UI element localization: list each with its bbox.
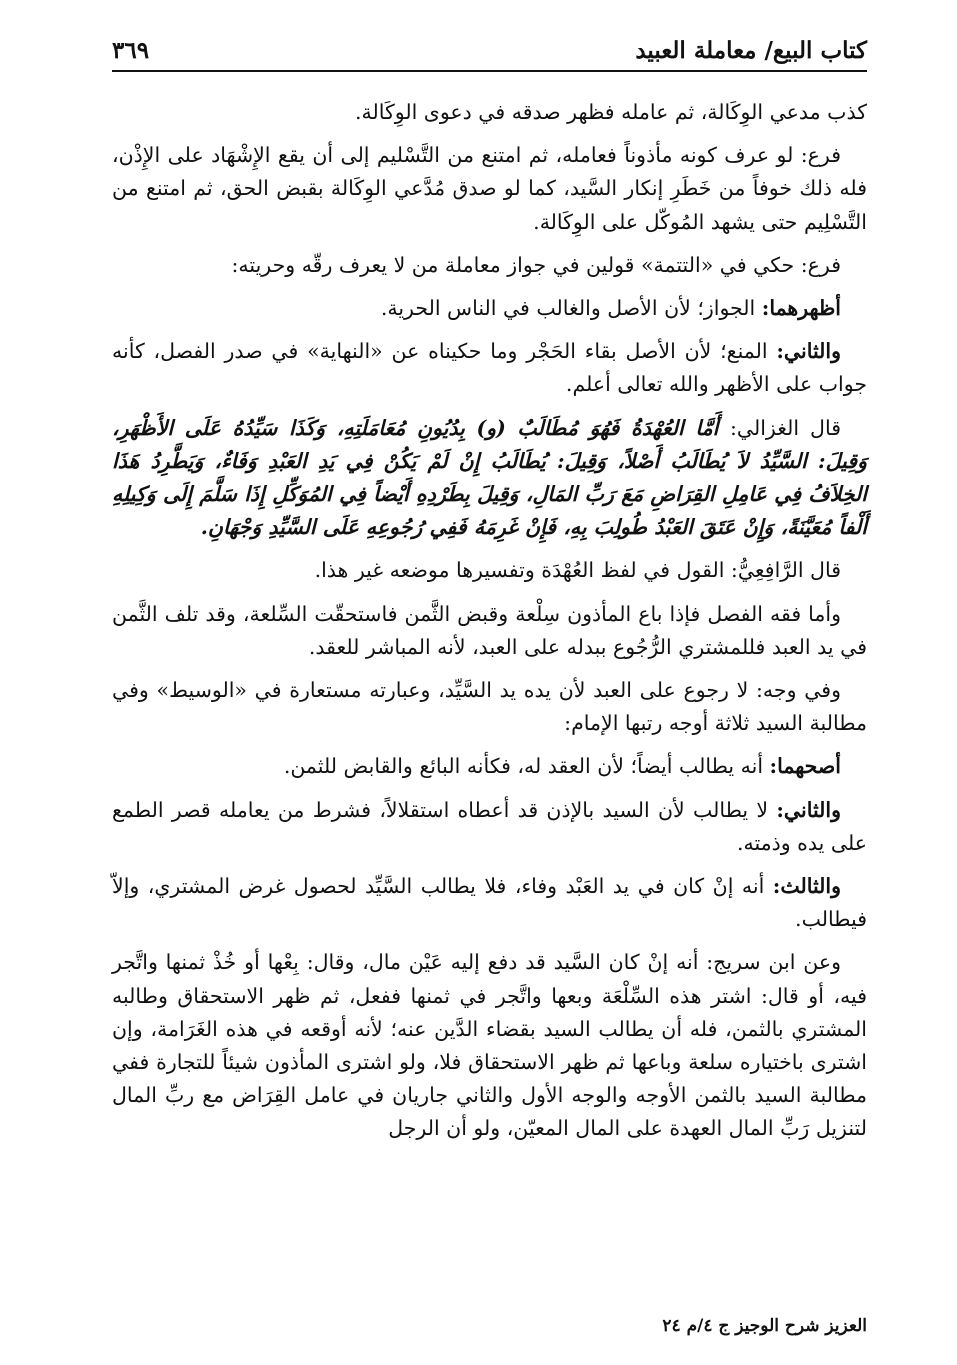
paragraph: كذب مدعي الوِكَالة، ثم عامله فظهر صدقه في دعوى الوِكَالة. (354, 100, 867, 124)
page-body (112, 96, 867, 1156)
paragraph-lead: قال الغزالي: (729, 415, 841, 440)
paragraph: وفي وجه: لا رجوع على العبد لأن يده يد السَّيِّد، وعبارته مستعارة في «الوسيط» وفي مطالبة السيد ثلاثة أوجه رتبها الإمام: (112, 678, 867, 736)
paragraph-lead: أظهرهما: (761, 296, 841, 321)
page-footer: العزيز شرح الوجيز ج ٤/م ٢٤ (662, 1316, 867, 1336)
page-header (112, 28, 867, 72)
paragraph: وأما فقه الفصل فإذا باع المأذون سِلْعة وقبض الثَّمن فاستحقّت السِّلعة، وقد تلف الثَّمن في يد العبد فللمشتري الرُّجُوع ببدله على العبد، لأنه المباشر للعقد. (112, 601, 867, 659)
paragraph (112, 412, 867, 545)
paragraph: أصحهما: أنه يطالب أيضاً؛ لأن العقد له، فكأنه البائع والقابض للثمن. (283, 754, 841, 779)
running-title: كتاب البيع/ معاملة العبيد (635, 37, 867, 64)
paragraph-lead: أصحهما: (769, 754, 841, 779)
quoted-matn: أَمَّا العُهْدَةُ فَهُوَ مُطَالَبٌ (و) بِدُيُونِ مُعَامَلَتِهِ، وَكَذَا سَيِّدُهُ عَلَى الأَظْهَرِ، وَقِيلَ: السَّيِّدُ لاَ يُطَالَبُ أَصْلاً، وَقِيلَ: يُطَالَبُ إِنْ لَمْ يَكُنْ فِي يَدِ العَبْدِ وَفَاءٌ، وَيَطَّرِدُ هَذَا الخِلاَفُ فِي عَامِلِ القِرَاضِ مَعَ رَبِّ المَالِ، وَقِيلَ بِطَرْدِهِ أَيْضاً فِي المُوَكِّلِ إِذَا سَلَّمَ إِلَى وَكِيلِهِ أَلْفاً مُعَيَّنَةً، وَإِنْ عَتَقَ العَبْدُ طُولِبَ بِهِ، فَإِنْ غَرِمَهُ فَفِي رُجُوعِهِ عَلَى السَّيِّدِ وَجْهَانِ. (112, 415, 867, 540)
paragraph: والثاني: لا يطالب لأن السيد بالإذن قد أعطاه استقلالاً، فشرط من يعامله قصر الطمع على يده وذمته. (112, 797, 867, 855)
paragraph: قال الرَّافِعِيُّ: القول في لفظ العُهْدَة وتفسيرها موضعه غير هذا. (314, 558, 841, 583)
page-number: ٣٦٩ (112, 37, 150, 64)
paragraph-lead: والثاني: (776, 339, 841, 364)
paragraph: والثاني: المنع؛ لأن الأصل بقاء الحَجْر وما حكيناه عن «النهاية» في صدر الفصل، كأنه جواب على الأظهر والله تعالى أعلم. (112, 339, 867, 397)
paragraph: فرع: لو عرف كونه مأذوناً فعامله، ثم امتنع من التَّسْليم إلى أن يقع الإِشْهَاد على الإِذْن، فله ذلك خوفاً من خَطَرِ إنكار السَّيد، كما لو صدق مُدَّعي الوِكَالة بقبض الحق، ثم امتنع من التَّسْلِيم حتى يشهد المُوكّل على الوِكَالة. (112, 143, 867, 234)
paragraph-lead: والثاني: (776, 797, 841, 822)
paragraph: والثالث: أنه إنْ كان في يد العَبْد وفاء، فلا يطالب السَّيِّد لحصول غرض المشتري، وإلاّ فيطالب. (112, 874, 867, 932)
paragraph: أظهرهما: الجواز؛ لأن الأصل والغالب في الناس الحرية. (380, 296, 841, 321)
paragraph: فرع: حكي في «التتمة» قولين في جواز معاملة من لا يعرف رقّه وحريته: (231, 252, 841, 277)
paragraph-lead: والثالث: (772, 874, 841, 899)
paragraph: وعن ابن سريج: أنه إنْ كان السَّيد قد دفع إليه عَيْن مال، وقال: بِعْها أو خُذْ ثمنها واتَّجر فيه، أو قال: اشتر هذه السِّلْعَة وبعها واتَّجر في ثمنها ففعل، ثم ظهر الاستحقاق وطالبه المشتري بالثمن، فله أن يطالب السيد بقضاء الدَّين عنه؛ لأنه أوقعه في هذه الغَرَامة، وإن اشترى باختياره سلعة وباعها ثم ظهر الاستحقاق فلا، ولو اشترى المأذون شيئاً للتجارة ففي مطالبة السيد بالثمن الأوجه والوجه الأول والثاني جاريان في عامل القِرَاض مع ربِّ المال لتنزيل رَبِّ المال العهدة على المال المعيّن، ولو أن الرجل (112, 950, 867, 1141)
